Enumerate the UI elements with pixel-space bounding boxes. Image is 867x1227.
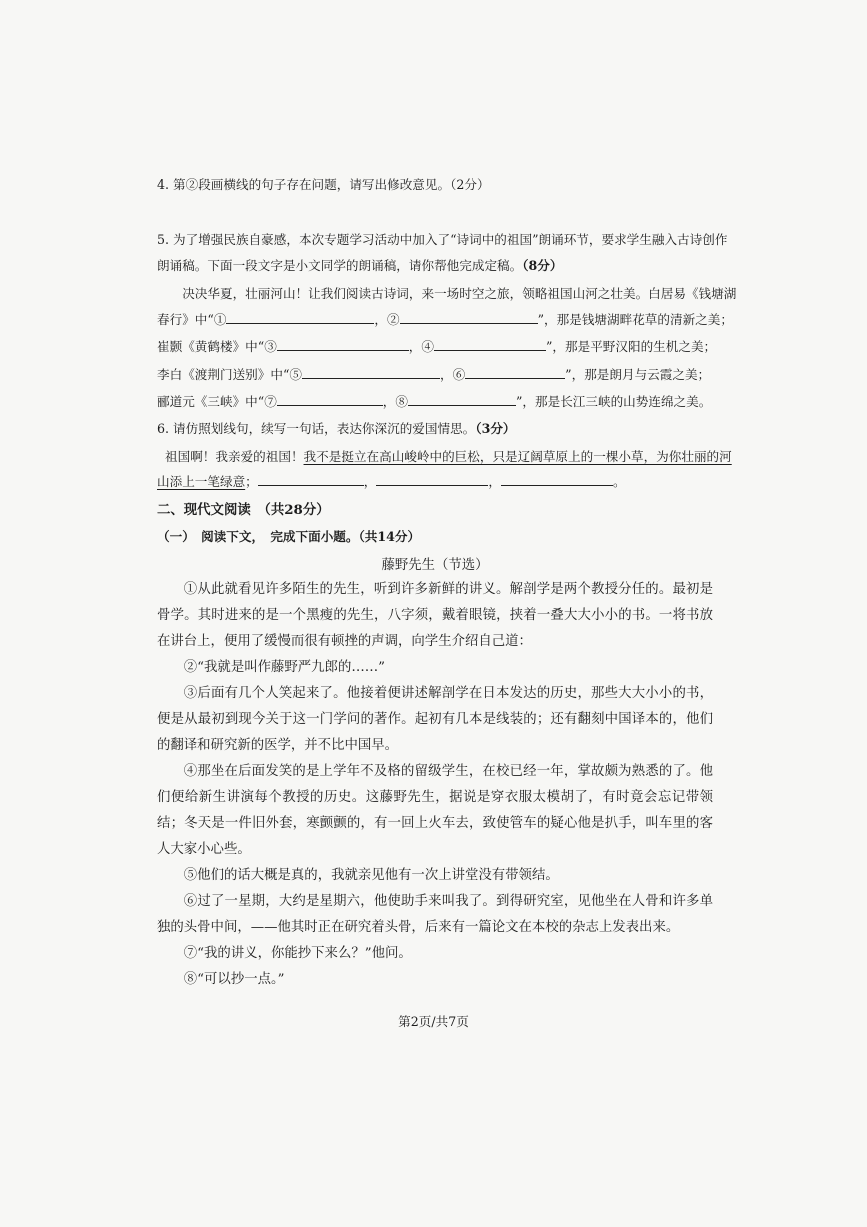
answer-blank-3[interactable]: [277, 338, 409, 351]
poem-row-2-a: 崔颢《黄鹤楼》中“③: [157, 339, 277, 354]
answer-blank-5[interactable]: [302, 366, 440, 379]
question-6-sep2: ，: [488, 474, 501, 489]
question-4: 4. 第②段画横线的句子存在问题，请写出修改意见。（2分）: [157, 177, 490, 192]
question-6-score: （3分）: [475, 421, 516, 436]
poem-row-2-b: ，④: [408, 339, 434, 354]
poem-row-3-a: 李白《渡荆门送别》中“⑤: [157, 367, 302, 382]
answer-blank-11[interactable]: [501, 473, 613, 486]
question-6-line3: [157, 473, 713, 491]
answer-blank-7[interactable]: [277, 393, 383, 406]
answer-blank-9[interactable]: [258, 473, 364, 486]
poem-row-4-a: 郦道元《三峡》中“⑦: [157, 394, 277, 409]
passage-paragraph-8: ⑧“可以抄一点。”: [183, 972, 285, 987]
question-6-sep1: ，: [363, 474, 377, 489]
poem-row-4: [157, 393, 713, 411]
question-5-score: （8分）: [522, 258, 563, 273]
passage-paragraph-3: ③后面有几个人笑起来了。他接着便讲述解剖学在日本发达的历史，那些大大小小的书，便是从最初到现今关于这一门学问的著作。起初有几本是线装的；还有翻刻中国译本的，他们的翻译和研究新的医学，并不比中国早。: [157, 686, 713, 753]
poem-row-1-c: ”，那是钱塘湖畔花草的清新之美；: [537, 312, 733, 327]
question-6-underlined: 我不是挺立在高山峻岭中的巨松，只是辽阔草原上的一棵小草，为你壮丽的河: [303, 449, 732, 464]
answer-blank-6[interactable]: [465, 366, 565, 379]
answer-blank-8[interactable]: [408, 393, 516, 406]
poem-row-1-b: ，②: [374, 312, 400, 327]
poem-row-3-b: ，⑥: [439, 367, 466, 382]
poem-row-2-c: ”，那是平野汉阳的生机之美；: [545, 339, 717, 354]
passage-paragraph-5: ⑤他们的话大概是真的，我就亲见他有一次上讲堂没有带领结。: [183, 868, 559, 883]
answer-blank-4[interactable]: [434, 338, 546, 351]
section-2-sub: （一） 阅读下文， 完成下面小题。（共14分）: [157, 529, 421, 544]
poem-row-3-c: ”，那是朗月与云霞之美；: [565, 367, 711, 382]
passage-paragraph-6: ⑥过了一星期，大约是星期六，他使助手来叫我了。到得研究室，见他坐在人骨和许多单独的头骨中间，——他其时正在研究着头骨，后来有一篇论文在本校的杂志上发表出来。: [157, 894, 713, 935]
answer-blank-10[interactable]: [376, 473, 488, 486]
question-5-line2: [157, 257, 713, 275]
passage-paragraph-1: ①从此就看见许多陌生的先生，听到许多新鲜的讲义。解剖学是两个教授分任的。最初是骨学。其时进来的是一个黑瘦的先生，八字须，戴着眼镜，挟着一叠大大小小的书。一将书放在讲台上，便用了缓慢而很有顿挫的声调，向学生介绍自己道：: [157, 582, 713, 649]
poem-row-3: [157, 366, 713, 384]
answer-blank-2[interactable]: [400, 311, 538, 324]
poem-row-1-a: 春行》中“①: [157, 312, 227, 327]
question-5-line1: 5. 为了增强民族自豪感，本次专题学习活动中加入了“诗词中的祖国”朗诵环节，要求学生融入古诗创作: [157, 232, 728, 247]
question-6-colon: ；: [245, 474, 258, 489]
question-6-line1: [157, 420, 713, 438]
poem-row-4-b: ，⑧: [382, 394, 408, 409]
poem-row-1: [157, 311, 733, 329]
poem-row-2: [157, 338, 717, 356]
question-6-underlined-end: 山添上一笔绿意: [157, 474, 246, 489]
question-6-prefix: 祖国啊！我亲爱的祖国！: [165, 449, 304, 464]
passage-paragraph-4: ④那坐在后面发笑的是上学年不及格的留级学生，在校已经一年，掌故颇为熟悉的了。他们便给新生讲演每个教授的历史。这藤野先生，据说是穿衣服太模胡了，有时竟会忘记带领结；冬天是一件旧外套，寒颤颤的，有一回上火车去，致使管车的疑心他是扒手，叫车里的客人大家小心些。: [157, 764, 713, 857]
page-footer: 第2页/共7页: [398, 1014, 469, 1029]
section-2-heading: 二、现代文阅读 （共28分）: [157, 502, 330, 518]
question-6-text: 6. 请仿照划线句，续写一句话，表达你深沉的爱国情思。: [157, 421, 476, 436]
passage-paragraph-7: ⑦“我的讲义，你能抄下来么？”他问。: [183, 946, 412, 961]
passage-paragraph-2: ②“我就是叫作藤野严九郎的……”: [183, 660, 385, 675]
question-6-end: 。: [612, 474, 626, 489]
question-5-line2-text: 朗诵稿。下面一段文字是小文同学的朗诵稿，请你帮他完成定稿。: [157, 258, 523, 273]
question-6-line2: [165, 448, 732, 466]
answer-blank-1[interactable]: [226, 311, 374, 324]
passage-title: 藤野先生（节选）: [381, 558, 489, 573]
question-5-intro: 决决华夏，壮丽河山！让我们阅读古诗词，来一场时空之旅，领略祖国山河之壮美。白居易《钱塘湖: [182, 286, 737, 301]
poem-row-4-c: ”，那是长江三峡的山势连绵之美。: [515, 394, 712, 409]
